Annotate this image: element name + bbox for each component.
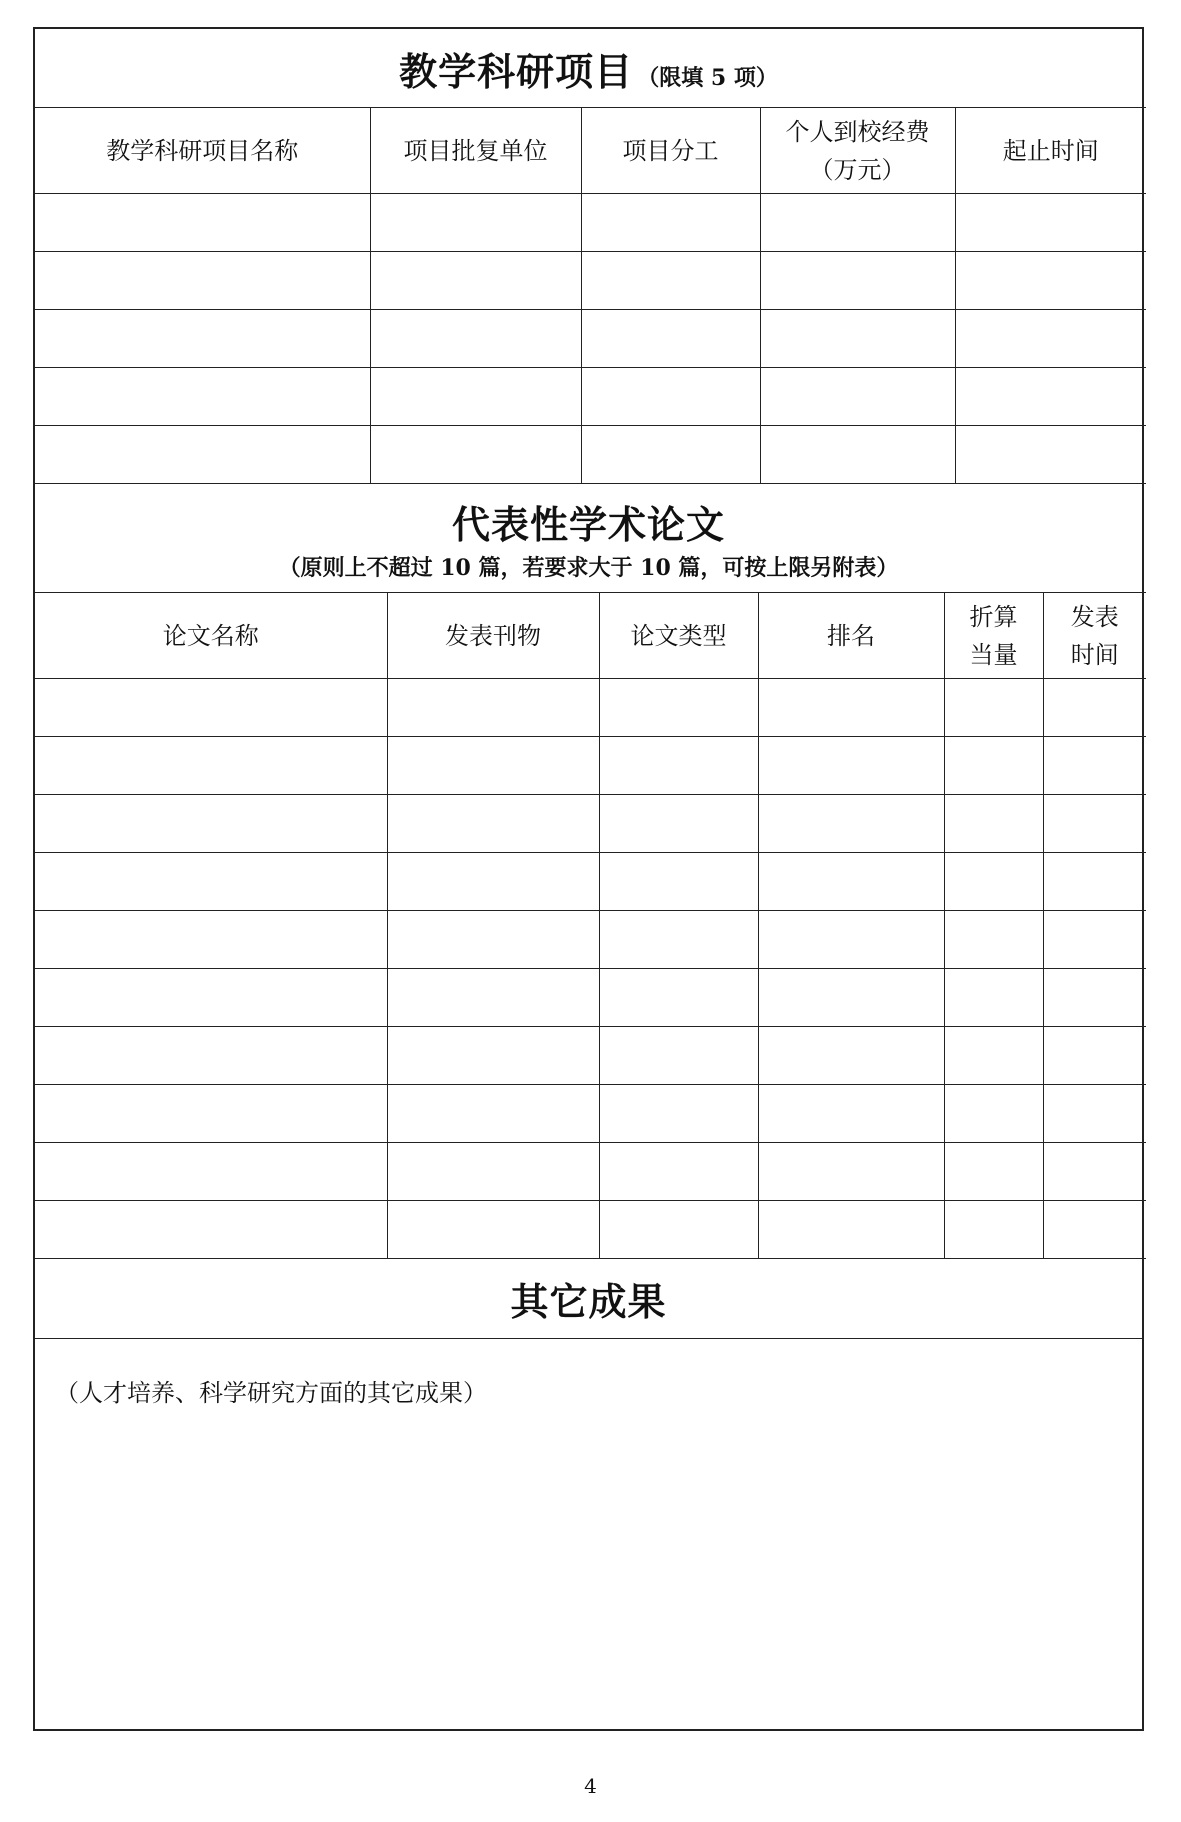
equivalent-cell[interactable] (944, 969, 1043, 1027)
project-name-cell[interactable] (35, 252, 370, 310)
equivalent-cell[interactable] (944, 1027, 1043, 1085)
equivalent-cell[interactable] (944, 679, 1043, 737)
approval-unit-cell[interactable] (370, 368, 581, 426)
paper-type-cell[interactable] (599, 969, 758, 1027)
header-publish-time-line1: 发表 (1070, 602, 1119, 631)
paper-title-cell[interactable] (35, 1143, 387, 1201)
papers-table-body (35, 679, 1146, 1259)
paper-title-cell[interactable] (35, 795, 387, 853)
header-publish-time (1043, 593, 1146, 679)
approval-unit-cell[interactable] (370, 310, 581, 368)
header-personal-funding-label: 个人到校经费 (785, 117, 930, 146)
personal-funding-cell[interactable] (760, 194, 955, 252)
paper-title-cell[interactable] (35, 969, 387, 1027)
publish-time-cell[interactable] (1043, 969, 1146, 1027)
application-form (33, 27, 1144, 1731)
table-row (35, 1085, 1146, 1143)
table-row (35, 252, 1146, 310)
table-row (35, 795, 1146, 853)
journal-cell[interactable] (387, 737, 599, 795)
other-achievements-box[interactable] (35, 1339, 1142, 1408)
personal-funding-cell[interactable] (760, 368, 955, 426)
ranking-cell[interactable] (758, 1027, 944, 1085)
project-role-cell[interactable] (581, 252, 760, 310)
paper-type-cell[interactable] (599, 679, 758, 737)
projects-table (35, 107, 1146, 484)
paper-title-cell[interactable] (35, 679, 387, 737)
project-name-cell[interactable] (35, 368, 370, 426)
projects-limit-note: （限填 5 项） (637, 64, 778, 91)
header-project-role: 项目分工 (581, 108, 760, 194)
publish-time-cell[interactable] (1043, 1027, 1146, 1085)
paper-type-cell[interactable] (599, 1085, 758, 1143)
ranking-cell[interactable] (758, 1143, 944, 1201)
journal-cell[interactable] (387, 969, 599, 1027)
approval-unit-cell[interactable] (370, 252, 581, 310)
papers-header-row (35, 593, 1146, 679)
table-row (35, 368, 1146, 426)
table-row (35, 1027, 1146, 1085)
personal-funding-cell[interactable] (760, 252, 955, 310)
paper-title-cell[interactable] (35, 853, 387, 911)
approval-unit-cell[interactable] (370, 194, 581, 252)
journal-cell[interactable] (387, 1143, 599, 1201)
ranking-cell[interactable] (758, 737, 944, 795)
table-row (35, 853, 1146, 911)
ranking-cell[interactable] (758, 679, 944, 737)
header-paper-type: 论文类型 (599, 593, 758, 679)
header-journal: 发表刊物 (387, 593, 599, 679)
project-name-cell[interactable] (35, 194, 370, 252)
projects-title: 教学科研项目 (399, 48, 634, 94)
header-personal-funding (760, 108, 955, 194)
paper-title-cell[interactable] (35, 1027, 387, 1085)
table-row (35, 1143, 1146, 1201)
paper-type-cell[interactable] (599, 795, 758, 853)
project-role-cell[interactable] (581, 426, 760, 484)
table-row (35, 426, 1146, 484)
publish-time-cell[interactable] (1043, 1085, 1146, 1143)
other-section-title (35, 1259, 1142, 1339)
projects-header-row (35, 108, 1146, 194)
publish-time-cell[interactable] (1043, 1143, 1146, 1201)
header-publish-time-line2: 时间 (1070, 640, 1119, 669)
paper-title-cell[interactable] (35, 911, 387, 969)
equivalent-cell[interactable] (944, 853, 1043, 911)
table-row (35, 1201, 1146, 1259)
start-end-time-cell[interactable] (955, 368, 1146, 426)
equivalent-cell[interactable] (944, 795, 1043, 853)
journal-cell[interactable] (387, 911, 599, 969)
personal-funding-cell[interactable] (760, 310, 955, 368)
personal-funding-cell[interactable] (760, 426, 955, 484)
approval-unit-cell[interactable] (370, 426, 581, 484)
header-personal-funding-unit: （万元） (809, 155, 906, 184)
start-end-time-cell[interactable] (955, 194, 1146, 252)
header-paper-title: 论文名称 (35, 593, 387, 679)
equivalent-cell[interactable] (944, 911, 1043, 969)
publish-time-cell[interactable] (1043, 1201, 1146, 1259)
start-end-time-cell[interactable] (955, 310, 1146, 368)
header-approval-unit: 项目批复单位 (370, 108, 581, 194)
start-end-time-cell[interactable] (955, 252, 1146, 310)
paper-type-cell[interactable] (599, 737, 758, 795)
journal-cell[interactable] (387, 1201, 599, 1259)
paper-type-cell[interactable] (599, 1143, 758, 1201)
papers-limit-note: （原则上不超过 10 篇，若要求大于 10 篇，可按上限另附表） (278, 555, 899, 581)
journal-cell[interactable] (387, 1085, 599, 1143)
header-ranking: 排名 (758, 593, 944, 679)
journal-cell[interactable] (387, 853, 599, 911)
publish-time-cell[interactable] (1043, 737, 1146, 795)
page-number: 4 (584, 1774, 597, 1798)
papers-title: 代表性学术论文 (451, 502, 725, 547)
table-row (35, 310, 1146, 368)
start-end-time-cell[interactable] (955, 426, 1146, 484)
ranking-cell[interactable] (758, 1085, 944, 1143)
ranking-cell[interactable] (758, 853, 944, 911)
equivalent-cell[interactable] (944, 1143, 1043, 1201)
publish-time-cell[interactable] (1043, 911, 1146, 969)
paper-type-cell[interactable] (599, 911, 758, 969)
header-equivalent-line2: 当量 (969, 640, 1018, 669)
journal-cell[interactable] (387, 679, 599, 737)
project-name-cell[interactable] (35, 310, 370, 368)
project-name-cell[interactable] (35, 426, 370, 484)
header-start-end-time: 起止时间 (955, 108, 1146, 194)
table-row (35, 194, 1146, 252)
other-title: 其它成果 (510, 1279, 667, 1324)
paper-type-cell[interactable] (599, 853, 758, 911)
papers-table (35, 592, 1146, 1259)
publish-time-cell[interactable] (1043, 679, 1146, 737)
header-project-name: 教学科研项目名称 (35, 108, 370, 194)
paper-type-cell[interactable] (599, 1201, 758, 1259)
papers-section-title (35, 484, 1142, 592)
ranking-cell[interactable] (758, 911, 944, 969)
project-role-cell[interactable] (581, 194, 760, 252)
journal-cell[interactable] (387, 795, 599, 853)
table-row (35, 737, 1146, 795)
paper-title-cell[interactable] (35, 1085, 387, 1143)
table-row (35, 911, 1146, 969)
equivalent-cell[interactable] (944, 1085, 1043, 1143)
ranking-cell[interactable] (758, 795, 944, 853)
journal-cell[interactable] (387, 1027, 599, 1085)
header-equivalent-line1: 折算 (969, 602, 1018, 631)
table-row (35, 969, 1146, 1027)
paper-type-cell[interactable] (599, 1027, 758, 1085)
header-equivalent (944, 593, 1043, 679)
equivalent-cell[interactable] (944, 737, 1043, 795)
projects-section-title (35, 29, 1142, 107)
publish-time-cell[interactable] (1043, 795, 1146, 853)
paper-title-cell[interactable] (35, 737, 387, 795)
paper-title-cell[interactable] (35, 1201, 387, 1259)
project-role-cell[interactable] (581, 310, 760, 368)
publish-time-cell[interactable] (1043, 853, 1146, 911)
other-achievements-hint: （人才培养、科学研究方面的其它成果） (55, 1379, 487, 1407)
table-row (35, 679, 1146, 737)
ranking-cell[interactable] (758, 969, 944, 1027)
project-role-cell[interactable] (581, 368, 760, 426)
ranking-cell[interactable] (758, 1201, 944, 1259)
equivalent-cell[interactable] (944, 1201, 1043, 1259)
